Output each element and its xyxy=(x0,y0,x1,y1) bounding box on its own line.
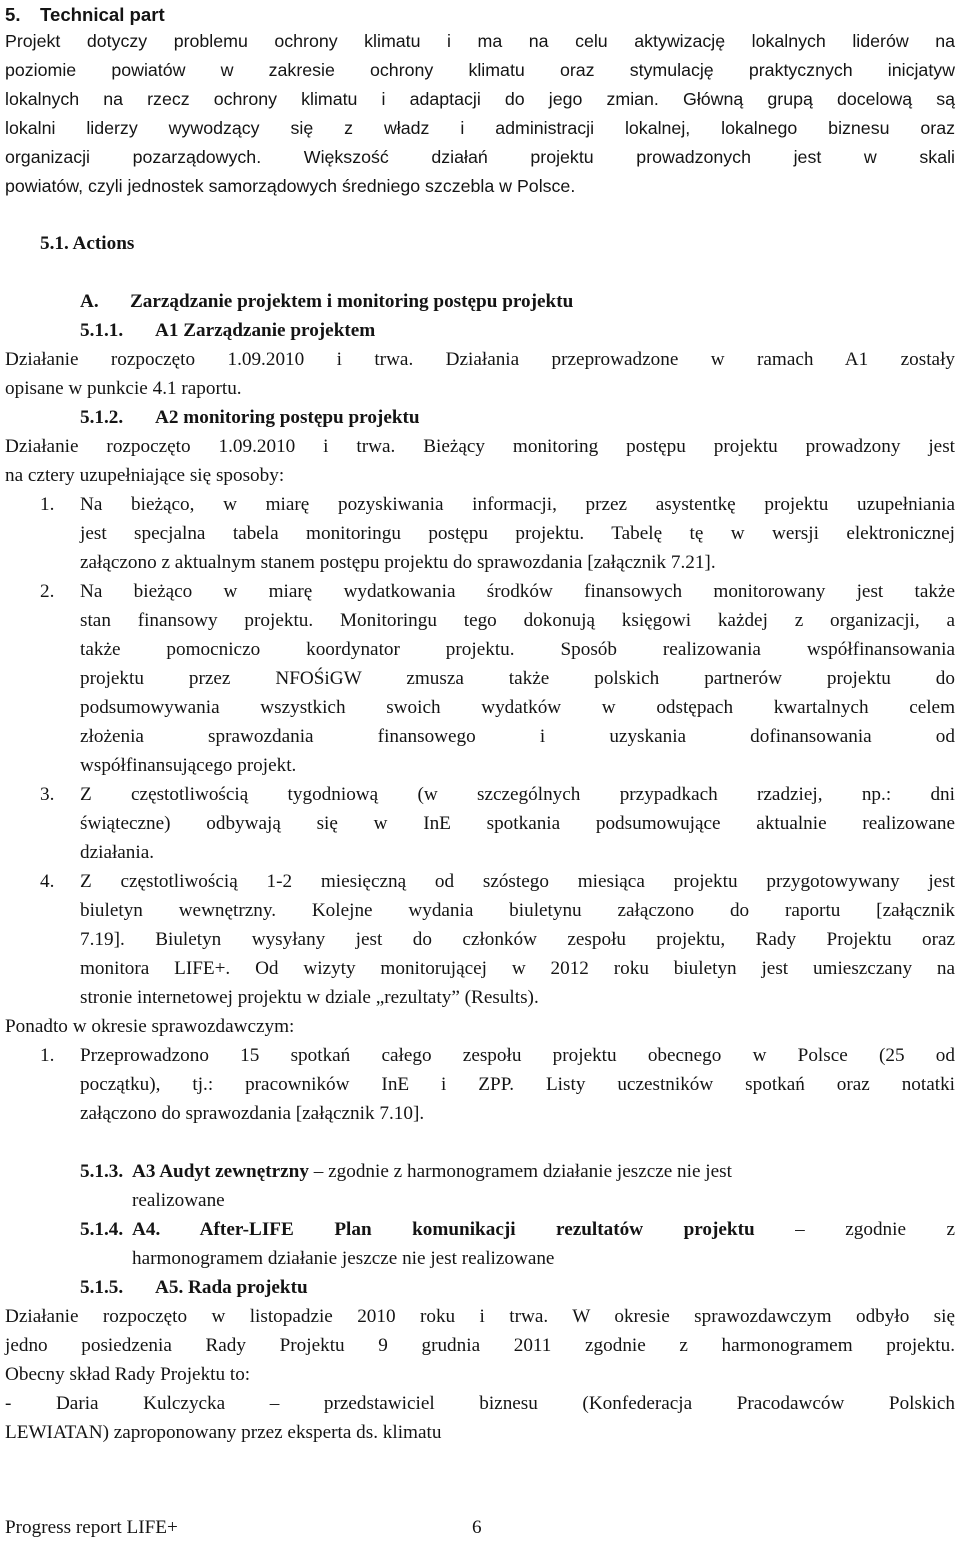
a5-title: A5. Rada projektu xyxy=(155,1277,308,1298)
a3-number: 5.1.3. xyxy=(80,1161,124,1182)
a1-text-line: Działanie rozpoczęto 1.09.2010 i trwa. Działania przeprowadzone w ramach A1 zostały xyxy=(5,349,955,370)
list-item-line: świąteczne) odbywają się w InE spotkania podsumowujące aktualnie realizowane xyxy=(80,813,955,834)
list-item-line: Z częstotliwością tygodniową (w szczególnych przypadkach rzadziej, np.: dni xyxy=(80,784,955,805)
list-item-line: złożenia sprawozdania finansowego i uzyskania dofinansowania od xyxy=(80,726,955,747)
list-item-line: działania. xyxy=(80,842,155,863)
a5-number: 5.1.5. xyxy=(80,1277,124,1298)
a3-line xyxy=(132,1157,955,1186)
a5-text-line: Działanie rozpoczęto w listopadzie 2010 roku i trwa. W okresie sprawozdawczym odbyło się xyxy=(5,1306,955,1327)
a5-text-line: - Daria Kulczycka – przedstawiciel biznesu (Konfederacja Pracodawców Polskich xyxy=(5,1393,955,1414)
list-item-line: 7.19]. Biuletyn wysyłany jest do członków zespołu projektu, Rady Projektu oraz xyxy=(80,929,955,950)
a1-title: A1 Zarządzanie projektem xyxy=(155,320,376,341)
intro-line: lokalnych na rzecz ochrony klimatu i adaptacji do jego zmian. Główną grupą docelową są xyxy=(5,89,955,109)
list-item-line: monitora LIFE+. Od wizyty monitorującej w 2012 roku biuletyn jest umieszczany na xyxy=(80,958,955,979)
list-item-line: załączono z aktualnym stanem postępu projektu do sprawozdania [załącznik 7.21]. xyxy=(80,552,716,573)
a5-text-line: LEWIATAN) zaproponowany przez eksperta ds. klimatu xyxy=(5,1422,442,1443)
section-title: Technical part xyxy=(40,4,165,25)
a2-title: A2 monitoring postępu projektu xyxy=(155,407,420,428)
a3-title: A3 Audyt zewnętrzny xyxy=(132,1161,309,1182)
a2-number: 5.1.2. xyxy=(80,407,124,428)
actions-heading: 5.1. Actions xyxy=(40,233,135,254)
a5-text-line: jedno posiedzenia Rady Projektu 9 grudnia 2011 zgodnie z harmonogramem projektu. xyxy=(5,1335,955,1356)
list-item-line: Na bieżąco, w miarę pozyskiwania informacji, przez asystentkę projektu uzupełniania xyxy=(80,494,955,515)
intro-line: lokalni liderzy wywodzący się z władz i administracji lokalnej, lokalnego biznesu oraz xyxy=(5,118,955,138)
a1-text-line: opisane w punkcie 4.1 raportu. xyxy=(5,378,242,399)
a4-status: – zgodnie z xyxy=(795,1219,956,1240)
list-item-line: jest specjalna tabela monitoringu postępu projektu. Tabelę tę w wersji elektronicznej xyxy=(80,523,955,544)
list-item-line: stan finansowy projektu. Monitoringu tego dokonują księgowi każdej z organizacji, a xyxy=(80,610,955,631)
list-item-line: załączono do sprawozdania [załącznik 7.10]. xyxy=(80,1103,425,1124)
list-item-line: podsumowywania wszystkich swoich wydatków w odstępach kwartalnych celem xyxy=(80,697,955,718)
list-item-line: projektu przez NFOŚiGW zmusza także polskich partnerów projektu do xyxy=(80,668,955,689)
a4-title: A4. After-LIFE Plan komunikacji rezultatów projektu xyxy=(132,1219,755,1240)
footer-report-name: Progress report LIFE+ xyxy=(5,1517,178,1538)
list-item-line: biuletyn wewnętrzny. Kolejne wydania biuletynu załączono do raportu [załącznik xyxy=(80,900,955,921)
intro-line: Projekt dotyczy problemu ochrony klimatu i ma na celu aktywizację lokalnych liderów na xyxy=(5,31,955,51)
a1-number: 5.1.1. xyxy=(80,320,124,341)
a4-line xyxy=(132,1215,955,1244)
list-item-line: także pomocniczo koordynator projektu. Sposób realizowania współfinansowania xyxy=(80,639,955,660)
a3-status: – zgodnie z harmonogramem działanie jeszcze nie jest xyxy=(313,1161,732,1182)
intro-line: powiatów, czyli jednostek samorządowych średniego szczebla w Polsce. xyxy=(5,176,576,196)
group-a-title: Zarządzanie projektem i monitoring postępu projektu xyxy=(130,291,574,312)
a4-status-cont: harmonogramem działanie jeszcze nie jest realizowane xyxy=(132,1248,555,1269)
addendum-intro: Ponadto w okresie sprawozdawczym: xyxy=(5,1016,295,1037)
a2-text-line: na cztery uzupełniające się sposoby: xyxy=(5,465,285,486)
list-item-number: 1. xyxy=(40,494,55,515)
a3-status-cont: realizowane xyxy=(132,1190,225,1211)
a4-number: 5.1.4. xyxy=(80,1219,124,1240)
a5-text-line: Obecny skład Rady Projektu to: xyxy=(5,1364,251,1385)
footer-page-number: 6 xyxy=(472,1517,482,1538)
group-a-label: A. xyxy=(80,291,99,312)
list-item-number: 4. xyxy=(40,871,55,892)
intro-line: organizacji pozarządowych. Większość działań projektu prowadzonych jest w skali xyxy=(5,147,955,167)
list-item-number: 2. xyxy=(40,581,55,602)
intro-line: poziomie powiatów w zakresie ochrony klimatu oraz stymulację praktycznych inicjatyw xyxy=(5,60,955,80)
list-item-line: Na bieżąco w miarę wydatkowania środków finansowych monitorowany jest także xyxy=(80,581,955,602)
list-item-line: współfinansującego projekt. xyxy=(80,755,297,776)
section-number: 5. xyxy=(5,4,21,25)
list-item-line: Z częstotliwością 1-2 miesięczną od szóstego miesiąca projektu przygotowywany jest xyxy=(80,871,955,892)
list-item-number: 3. xyxy=(40,784,55,805)
list-item-line: stronie internetowej projektu w dziale „rezultaty” (Results). xyxy=(80,987,539,1008)
list-item-number: 1. xyxy=(40,1045,55,1066)
list-item-line: początku), tj.: pracowników InE i ZPP. Listy uczestników spotkań oraz notatki xyxy=(80,1074,955,1095)
list-item-line: Przeprowadzono 15 spotkań całego zespołu projektu obecnego w Polsce (25 od xyxy=(80,1045,955,1066)
a2-text-line: Działanie rozpoczęto 1.09.2010 i trwa. Bieżący monitoring postępu projektu prowadzony jest xyxy=(5,436,955,457)
